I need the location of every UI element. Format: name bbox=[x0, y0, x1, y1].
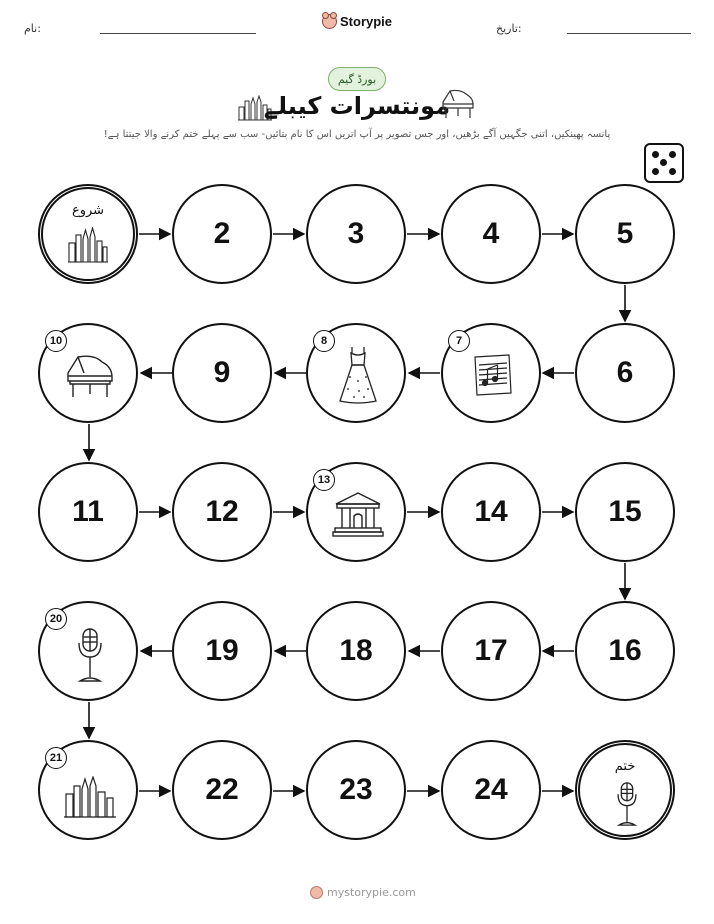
space-3[interactable] bbox=[306, 184, 406, 284]
footer bbox=[310, 886, 416, 899]
space-number: 11 bbox=[72, 495, 104, 528]
instructions-text: پانسہ پھینکیں، اتنی جگہیں آگے بڑھیں، اور جس تصویر پر آپ اتریں اس کا نام بتائیں- سب سے پہلے ختم کرنے والا جیتتا ہے! bbox=[103, 129, 611, 140]
space-14[interactable] bbox=[441, 462, 541, 562]
microphone-icon bbox=[74, 627, 106, 683]
brand-name: Storypie bbox=[340, 14, 393, 29]
grand-piano-icon bbox=[64, 353, 116, 399]
space-24[interactable] bbox=[441, 740, 541, 840]
space-number: 5 bbox=[616, 217, 634, 250]
space-6[interactable] bbox=[575, 323, 675, 423]
space-badge: 21 bbox=[45, 747, 67, 769]
space-number: 22 bbox=[205, 773, 239, 806]
city-skyline-icon bbox=[64, 776, 116, 818]
space-16[interactable] bbox=[575, 601, 675, 701]
space-5[interactable] bbox=[575, 184, 675, 284]
microphone-icon bbox=[614, 781, 640, 827]
space-2[interactable] bbox=[172, 184, 272, 284]
space-number: 6 bbox=[616, 356, 634, 389]
start-label: شروع bbox=[71, 203, 105, 218]
footer-url[interactable]: mystorypie.com bbox=[327, 886, 416, 899]
space-21[interactable] bbox=[38, 740, 138, 840]
space-number: 15 bbox=[608, 495, 642, 528]
evening-gown-icon bbox=[337, 345, 379, 405]
space-number: 19 bbox=[205, 634, 239, 667]
date-label: تاریخ: bbox=[496, 22, 522, 35]
space-12[interactable] bbox=[172, 462, 272, 562]
space-22[interactable] bbox=[172, 740, 272, 840]
space-4[interactable] bbox=[441, 184, 541, 284]
space-finish[interactable] bbox=[575, 740, 675, 840]
space-number: 18 bbox=[339, 634, 373, 667]
opera-house-icon bbox=[332, 490, 384, 538]
space-badge: 7 bbox=[448, 330, 470, 352]
space-10[interactable] bbox=[38, 323, 138, 423]
space-18[interactable] bbox=[306, 601, 406, 701]
sheet-music-icon bbox=[471, 353, 515, 397]
space-number: 23 bbox=[339, 773, 373, 806]
page-title: مونتسرات کیبلے bbox=[263, 92, 451, 120]
space-8[interactable] bbox=[306, 323, 406, 423]
space-20[interactable] bbox=[38, 601, 138, 701]
space-number: 2 bbox=[213, 217, 231, 250]
space-number: 4 bbox=[482, 217, 500, 250]
space-11[interactable] bbox=[38, 462, 138, 562]
space-number: 9 bbox=[213, 356, 231, 389]
bear-icon bbox=[310, 886, 323, 899]
space-15[interactable] bbox=[575, 462, 675, 562]
space-17[interactable] bbox=[441, 601, 541, 701]
space-badge: 10 bbox=[45, 330, 67, 352]
space-7[interactable] bbox=[441, 323, 541, 423]
space-number: 3 bbox=[347, 217, 365, 250]
name-label: نام: bbox=[24, 22, 41, 35]
finish-label: ختم bbox=[614, 759, 636, 774]
space-number: 14 bbox=[474, 495, 508, 528]
space-number: 24 bbox=[474, 773, 508, 806]
space-start[interactable] bbox=[38, 184, 138, 284]
space-number: 17 bbox=[474, 634, 508, 667]
space-9[interactable] bbox=[172, 323, 272, 423]
space-badge: 8 bbox=[313, 330, 335, 352]
space-number: 16 bbox=[608, 634, 642, 667]
board-game-badge: بورڈ گیم bbox=[328, 67, 386, 91]
city-skyline-icon bbox=[68, 227, 108, 263]
space-badge: 13 bbox=[313, 469, 335, 491]
space-23[interactable] bbox=[306, 740, 406, 840]
space-badge: 20 bbox=[45, 608, 67, 630]
space-19[interactable] bbox=[172, 601, 272, 701]
space-number: 12 bbox=[205, 495, 239, 528]
space-13[interactable] bbox=[306, 462, 406, 562]
